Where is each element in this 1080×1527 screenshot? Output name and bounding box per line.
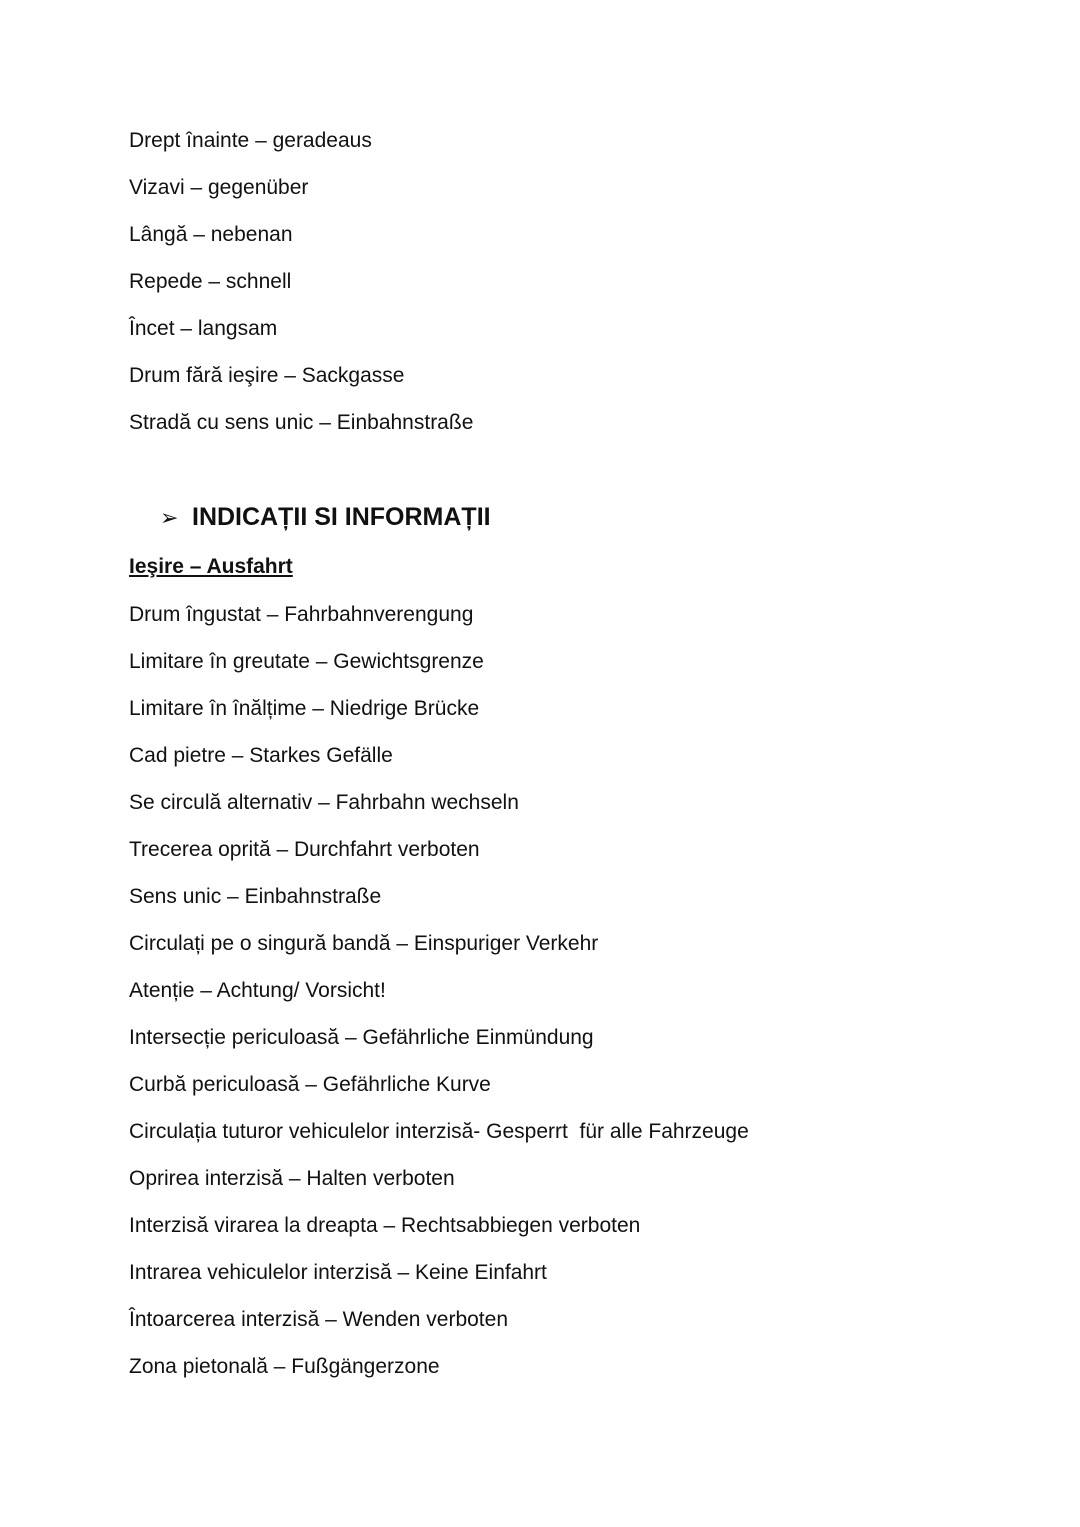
section-subheading: Ieşire – Ausfahrt bbox=[129, 555, 293, 578]
vocabulary-item: Zona pietonală – Fußgängerzone bbox=[129, 1355, 440, 1378]
vocabulary-item: Intersecție periculoasă – Gefährliche Einmündung bbox=[129, 1026, 594, 1049]
arrow-bullet-icon: ➢ bbox=[160, 505, 179, 530]
section-heading-text: INDICAȚII SI INFORMAȚII bbox=[192, 503, 491, 531]
vocabulary-item: Sens unic – Einbahnstraße bbox=[129, 885, 382, 908]
vocabulary-list-directions bbox=[129, 117, 473, 446]
vocabulary-item: Intrarea vehiculelor interzisă – Keine Einfahrt bbox=[129, 1261, 547, 1284]
vocabulary-item: Încet – langsam bbox=[129, 317, 278, 340]
vocabulary-item: Interzisă virarea la dreapta – Rechtsabbiegen verboten bbox=[129, 1214, 641, 1237]
vocabulary-item: Vizavi – gegenüber bbox=[129, 176, 309, 199]
vocabulary-item: Limitare în greutate – Gewichtsgrenze bbox=[129, 650, 484, 673]
vocabulary-item: Oprirea interzisă – Halten verboten bbox=[129, 1167, 455, 1190]
vocabulary-item: Curbă periculoasă – Gefährliche Kurve bbox=[129, 1073, 491, 1096]
vocabulary-item: Atenție – Achtung/ Vorsicht! bbox=[129, 979, 386, 1002]
vocabulary-item: Drept înainte – geradeaus bbox=[129, 129, 372, 152]
section-heading bbox=[160, 494, 491, 541]
vocabulary-item: Stradă cu sens unic – Einbahnstraße bbox=[129, 411, 474, 434]
vocabulary-list-signs bbox=[129, 591, 749, 1390]
vocabulary-item: Se circulă alternativ – Fahrbahn wechseln bbox=[129, 791, 519, 814]
vocabulary-item: Circulația tuturor vehiculelor interzisă- Gesperrt für alle Fahrzeuge bbox=[129, 1120, 749, 1143]
vocabulary-item: Circulați pe o singură bandă – Einspuriger Verkehr bbox=[129, 932, 599, 955]
vocabulary-item: Cad pietre – Starkes Gefälle bbox=[129, 744, 393, 767]
vocabulary-item: Întoarcerea interzisă – Wenden verboten bbox=[129, 1308, 509, 1331]
vocabulary-item: Drum fără ieşire – Sackgasse bbox=[129, 364, 405, 387]
vocabulary-item: Lângă – nebenan bbox=[129, 223, 293, 246]
vocabulary-item: Limitare în înălțime – Niedrige Brücke bbox=[129, 697, 480, 720]
vocabulary-item: Trecerea oprită – Durchfahrt verboten bbox=[129, 838, 480, 861]
vocabulary-item: Drum îngustat – Fahrbahnverengung bbox=[129, 603, 474, 626]
vocabulary-item: Repede – schnell bbox=[129, 270, 292, 293]
